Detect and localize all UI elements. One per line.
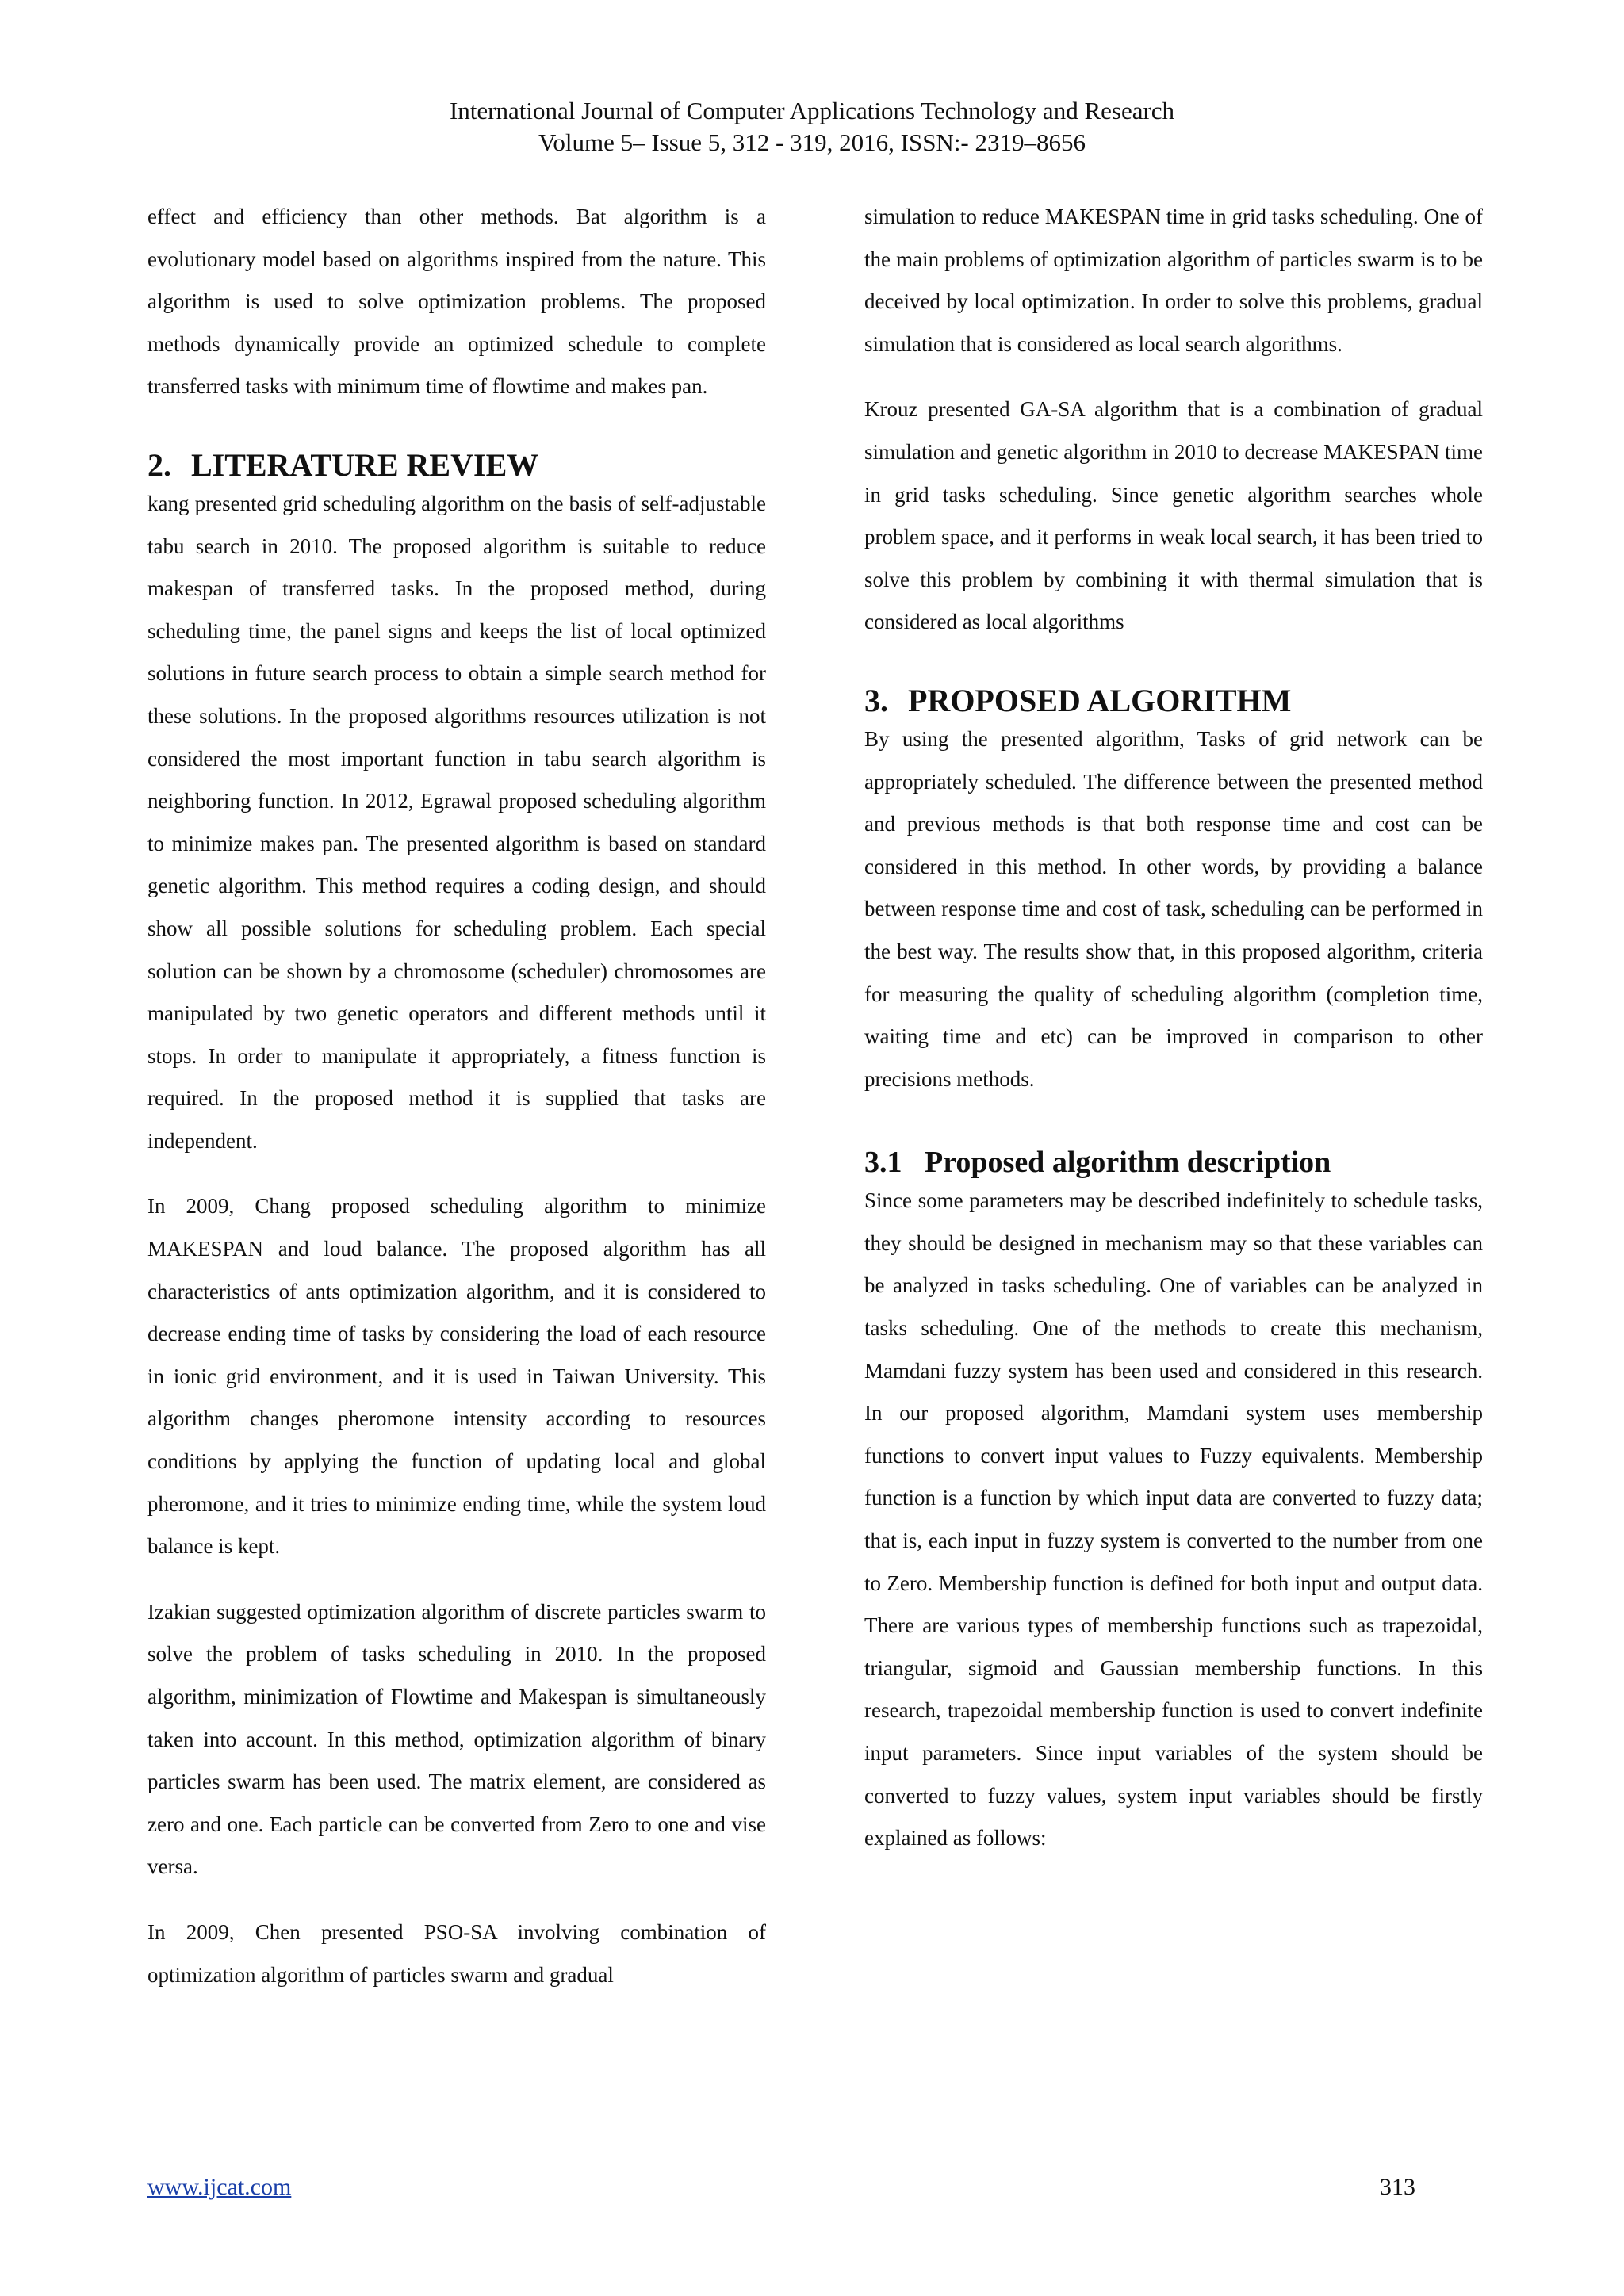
journal-title: International Journal of Computer Applications Technology and Research xyxy=(449,97,1175,124)
volume-info: Volume 5– Issue 5, 312 - 319, 2016, ISSN:- 2319–8656 xyxy=(538,128,1086,156)
paragraph-algorithm-description: Since some parameters may be described indefinitely to schedule tasks, they should be designed in mechanism may so that these variables can be analyzed in tasks scheduling. One of variables can be analyzed in tasks scheduling. One of the methods to create this mechanism, Mamdani fuzzy system has been used and considered in this research. In our proposed algorithm, Mamdani system uses membership functions to convert input values to Fuzzy equivalents. Membership function is a function by which input data are converted to fuzzy data; that is, each input in fuzzy system is converted to the number from one to Zero. Membership function is defined for both input and output data. There are various types of membership functions such as trapezoidal, triangular, sigmoid and Gaussian membership functions. In this research, trapezoidal membership function is used to convert indefinite input parameters. Since input variables of the system should be converted to fuzzy values, system input variables should be firstly explained as follows: xyxy=(864,1188,1483,1850)
running-header xyxy=(0,95,1624,159)
section-number: 2. xyxy=(147,446,171,483)
paragraph-chang: In 2009, Chang proposed scheduling algorithm to minimize MAKESPAN and loud balance. The proposed algorithm has all characteristics of ants optimization algorithm, and it is considered to decrease ending time of tasks by considering the load of each resource in ionic grid environment, and it is used in Taiwan University. This algorithm changes pheromone intensity according to resources conditions by applying the function of updating local and global pheromone, and it tries to minimize ending time, while the system loud balance is kept. xyxy=(147,1194,766,1559)
left-column xyxy=(147,196,766,1996)
section-title: LITERATURE REVIEW xyxy=(191,446,539,483)
section-title: PROPOSED ALGORITHM xyxy=(908,682,1292,718)
section-number: 3. xyxy=(864,682,888,718)
right-column xyxy=(864,196,1483,1860)
subsection-number: 3.1 xyxy=(864,1146,902,1180)
paragraph-proposed-algorithm: By using the presented algorithm, Tasks of grid network can be appropriately scheduled. The difference between the presented method and previous methods is that both response time and cost can be considered in this method. In other words, by providing a balance between response time and cost of task, scheduling can be performed in the best way. The results show that, in this proposed algorithm, criteria for measuring the quality of scheduling algorithm (completion time, waiting time and etc) can be improved in comparison to other precisions methods. xyxy=(864,726,1483,1091)
paragraph-izakian: Izakian suggested optimization algorithm of discrete particles swarm to solve the problem of tasks scheduling in 2010. In the proposed algorithm, minimization of Flowtime and Makespan is simultaneously taken into account. In this method, optimization algorithm of binary particles swarm has been used. The matrix element, are considered as zero and one. Each particle can be converted from Zero to one and vise versa. xyxy=(147,1599,766,1879)
paragraph-krouz: Krouz presented GA-SA algorithm that is a combination of gradual simulation and genetic algorithm in 2010 to decrease MAKESPAN time in grid tasks scheduling. Since genetic algorithm searches whole problem space, and it performs in weak local search, it has been tried to solve this problem by combining it with thermal simulation that is considered as local algorithms xyxy=(864,397,1483,634)
paragraph-chen-continued: simulation to reduce MAKESPAN time in grid tasks scheduling. One of the main problems of optimization algorithm of particles swarm is to be deceived by local optimization. In order to solve this problems, gradual simulation that is considered as local search algorithms. xyxy=(864,205,1483,356)
section-heading-literature-review xyxy=(147,448,766,483)
paragraph-chen: In 2009, Chen presented PSO-SA involving combination of optimization algorithm of particles swarm and gradual xyxy=(147,1919,766,1987)
page-number: 313 xyxy=(1380,2174,1415,2200)
paragraph-kang: kang presented grid scheduling algorithm on the basis of self-adjustable tabu search in 2010. The proposed algorithm is suitable to reduce makespan of transferred tasks. In the proposed method, during scheduling time, the panel signs and keeps the list of local optimized solutions in future search process to obtain a simple search method for these solutions. In the proposed algorithms resources utilization is not considered the most important function in tabu search algorithm is neighboring function. In 2012, Egrawal proposed scheduling algorithm to minimize makes pan. The presented algorithm is based on standard genetic algorithm. This method requires a coding design, and should show all possible solutions for scheduling problem. Each special solution can be shown by a chromosome (scheduler) chromosomes are manipulated by two genetic operators and different methods until it stops. In order to manipulate it appropriately, a fitness function is required. In the proposed method it is supplied that tasks are independent. xyxy=(147,491,766,1153)
journal-website-link[interactable]: www.ijcat.com xyxy=(147,2174,292,2200)
subsection-heading-description xyxy=(864,1145,1483,1180)
subsection-title: Proposed algorithm description xyxy=(925,1146,1331,1180)
section-heading-proposed-algorithm xyxy=(864,683,1483,718)
paragraph-intro-continued: effect and efficiency than other methods. Bat algorithm is a evolutionary model based on algorithms inspired from the nature. This algorithm is used to solve optimization problems. The proposed methods dynamically provide an optimized schedule to complete transferred tasks with minimum time of flowtime and makes pan. xyxy=(147,205,766,399)
